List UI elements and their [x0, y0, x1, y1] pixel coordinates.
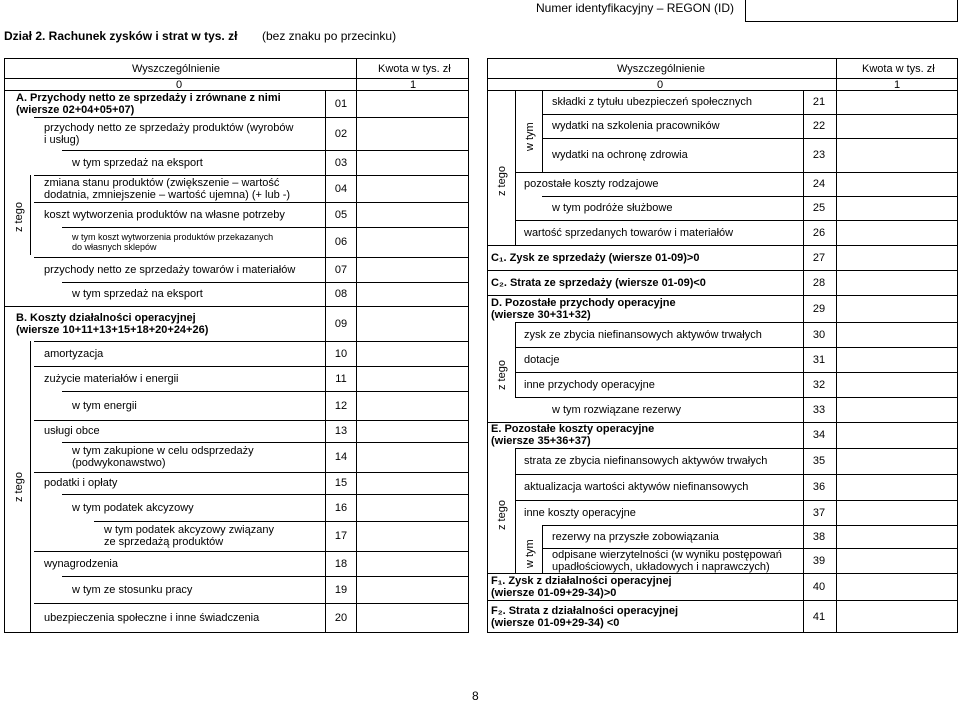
right-row-38-amount[interactable]	[836, 526, 956, 547]
left-row-08-amount[interactable]	[358, 283, 467, 305]
right-row-25-amount[interactable]	[836, 197, 956, 219]
left-row-20-line1: ubezpieczenia społeczne i inne świadczenia	[44, 612, 260, 624]
right-row-23-line1: wydatki na ochronę zdrowia	[552, 149, 688, 161]
right-row-37-amount[interactable]	[836, 501, 956, 524]
right-row-25-line1: w tym podróże służbowe	[552, 202, 673, 214]
right-row-28-amount[interactable]	[836, 271, 956, 294]
left-row-13-line1: usługi obce	[44, 425, 100, 437]
right-row-28-line1: C₂. Strata ze sprzedaży (wiersze 01-09)<0	[491, 277, 706, 289]
right-row-40-number: 40	[812, 581, 826, 593]
right-row-41-number: 41	[812, 611, 826, 623]
right-row-37-line1: inne koszty operacyjne	[524, 507, 636, 519]
right-row-33-number: 33	[812, 404, 826, 416]
right-row-37-number: 37	[812, 507, 826, 519]
left-row-02-line2: i usług)	[44, 134, 80, 146]
right-row-25-number: 25	[812, 202, 826, 214]
right-z-tego-c: z tego	[496, 500, 508, 530]
left-row-14-line1: w tym zakupione w celu odsprzedaży	[72, 445, 254, 457]
right-col-desc: Wyszczególnienie	[617, 63, 705, 75]
left-row-02-number: 02	[334, 128, 348, 140]
left-row-17-line2: ze sprzedażą produktów	[104, 536, 224, 548]
right-row-40-line1: F₁. Zysk z działalności operacyjnej	[491, 575, 672, 587]
left-col-desc: Wyszczególnienie	[132, 63, 220, 75]
left-col-idx0: 0	[176, 79, 183, 91]
regon-input-box[interactable]	[745, 0, 958, 22]
right-row-35-line1: strata ze zbycia niefinansowych aktywów trwałych	[524, 455, 768, 467]
left-row-06-label	[72, 232, 273, 252]
left-row-07-label	[44, 264, 295, 276]
right-row-32-amount[interactable]	[836, 373, 956, 396]
right-row-27-amount[interactable]	[836, 246, 956, 269]
left-row-13-label	[44, 425, 100, 437]
right-row-31-line1: dotacje	[524, 354, 560, 366]
right-row-24-amount[interactable]	[836, 173, 956, 195]
left-row-20-amount[interactable]	[358, 604, 467, 632]
right-row-34-amount[interactable]	[836, 423, 956, 447]
right-row-27-number: 27	[812, 252, 826, 264]
left-row-18-amount[interactable]	[358, 552, 467, 575]
left-row-03-number: 03	[334, 157, 348, 169]
left-row-11-line1: zużycie materiałów i energii	[44, 373, 179, 385]
left-row-04-amount[interactable]	[358, 176, 467, 201]
left-row-18-line1: wynagrodzenia	[44, 558, 118, 570]
left-row-05-line1: koszt wytworzenia produktów na własne potrzeby	[44, 209, 285, 221]
left-row-16-number: 16	[334, 502, 348, 514]
right-row-36-line1: aktualizacja wartości aktywów niefinansowych	[524, 481, 749, 493]
left-row-15-label	[44, 477, 117, 489]
right-w-tym-b: w tym	[524, 539, 536, 568]
right-row-22-line1: wydatki na szkolenia pracowników	[552, 120, 720, 132]
left-row-12-label	[72, 400, 137, 412]
left-row-03-label	[72, 157, 203, 169]
right-row-38-label	[552, 531, 719, 543]
left-row-16-line1: w tym podatek akcyzowy	[72, 502, 194, 514]
right-row-31-label	[524, 354, 559, 366]
left-row-10-amount[interactable]	[358, 342, 467, 365]
left-row-16-amount[interactable]	[358, 495, 467, 520]
left-row-03-line1: w tym sprzedaż na eksport	[72, 157, 203, 169]
left-row-19-line1: w tym ze stosunku pracy	[72, 584, 193, 596]
right-row-34-label	[491, 423, 654, 447]
right-row-23-amount[interactable]	[836, 139, 956, 171]
left-row-14-label	[72, 445, 254, 469]
right-row-39-number: 39	[812, 555, 826, 567]
left-row-20-label	[44, 612, 259, 624]
right-row-25-label	[552, 202, 672, 214]
right-row-31-number: 31	[812, 354, 826, 366]
left-row-13-number: 13	[334, 425, 348, 437]
left-row-08-number: 08	[334, 288, 348, 300]
left-row-04-number: 04	[334, 183, 348, 195]
right-row-32-number: 32	[812, 379, 826, 391]
left-row-17-amount[interactable]	[358, 522, 467, 550]
left-row-14-amount[interactable]	[358, 443, 467, 471]
right-row-29-line1: D. Pozostałe przychody operacyjne	[491, 297, 676, 309]
left-row-01-label	[16, 92, 281, 116]
right-row-27-label	[491, 252, 699, 264]
left-row-12-number: 12	[334, 400, 348, 412]
right-row-26-amount[interactable]	[836, 221, 956, 244]
right-row-34-line2: (wiersze 35+36+37)	[491, 435, 591, 447]
left-row-11-number: 11	[335, 373, 347, 385]
right-col-amount: Kwota w tys. zł	[862, 63, 935, 75]
left-row-17-number: 17	[334, 530, 348, 542]
left-row-15-line1: podatki i opłaty	[44, 477, 118, 489]
left-row-06-line1: w tym koszt wytworzenia produktów przekazanych	[72, 232, 274, 242]
left-row-11-amount[interactable]	[358, 367, 467, 390]
right-row-33-line1: w tym rozwiązane rezerwy	[552, 404, 681, 416]
left-row-15-number: 15	[334, 477, 348, 489]
right-row-36-amount[interactable]	[836, 475, 956, 499]
right-row-34-number: 34	[812, 429, 826, 441]
page-number: 8	[472, 689, 479, 703]
left-row-19-label	[72, 584, 192, 596]
left-row-04-line2: dodatnia, zmniejszenie – wartość ujemna) (+ lub -)	[44, 189, 291, 201]
left-row-05-amount[interactable]	[358, 203, 467, 226]
right-row-21-amount[interactable]	[836, 91, 956, 113]
right-z-tego-a: z tego	[496, 166, 508, 196]
right-row-21-label	[552, 96, 752, 108]
left-row-06-line2: do własnych sklepów	[72, 242, 157, 252]
right-row-28-number: 28	[812, 277, 826, 289]
right-col-idx1: 1	[894, 79, 901, 91]
left-row-15-amount[interactable]	[358, 473, 467, 493]
right-row-28-label	[491, 277, 706, 289]
right-row-40-line2: (wiersze 01-09+29-34)>0	[491, 587, 617, 599]
right-row-26-label	[524, 227, 733, 239]
left-row-03-amount[interactable]	[358, 151, 467, 174]
left-row-09-amount[interactable]	[358, 307, 467, 340]
left-row-09-line1: B. Koszty działalności operacyjnej	[16, 312, 196, 324]
section-title: Dział 2. Rachunek zysków i strat w tys. zł	[4, 29, 238, 43]
left-row-01-line1: A. Przychody netto ze sprzedaży i zrównane z nimi	[16, 92, 281, 104]
right-row-39-line2: upadłościowych, układowych i naprawczych)	[552, 561, 770, 573]
right-row-41-amount[interactable]	[836, 601, 956, 632]
right-row-24-line1: pozostałe koszty rodzajowe	[524, 178, 659, 190]
left-col-idx1: 1	[410, 79, 417, 91]
right-w-tym-a: w tym	[524, 122, 536, 151]
right-row-29-line2: (wiersze 30+31+32)	[491, 309, 591, 321]
right-row-29-amount[interactable]	[836, 296, 956, 321]
right-row-30-line1: zysk ze zbycia niefinansowych aktywów trwałych	[524, 329, 762, 341]
left-row-12-line1: w tym energii	[72, 400, 137, 412]
left-row-19-amount[interactable]	[358, 577, 467, 602]
left-row-05-label	[44, 209, 285, 221]
right-row-40-amount[interactable]	[836, 574, 956, 599]
right-row-23-label	[552, 149, 688, 161]
right-row-31-amount[interactable]	[836, 348, 956, 371]
right-row-24-number: 24	[812, 178, 826, 190]
left-row-07-number: 07	[334, 264, 348, 276]
left-row-09-label	[16, 312, 208, 336]
right-row-29-label	[491, 297, 676, 321]
left-row-08-line1: w tym sprzedaż na eksport	[72, 288, 203, 300]
left-row-10-line1: amortyzacja	[44, 348, 104, 360]
right-row-30-label	[524, 329, 762, 341]
right-row-41-label	[491, 605, 678, 629]
left-row-09-line2: (wiersze 10+11+13+15+18+20+24+26)	[16, 324, 209, 336]
right-row-39-line1: odpisane wierzytelności (w wyniku postępowań	[552, 549, 782, 561]
left-row-08-label	[72, 288, 203, 300]
right-row-33-label	[552, 404, 681, 416]
right-row-32-line1: inne przychody operacyjne	[524, 379, 655, 391]
left-z-tego-a: z tego	[13, 202, 25, 232]
right-row-39-amount[interactable]	[836, 549, 956, 572]
left-row-02-line1: przychody netto ze sprzedaży produktów (wyrobów	[44, 122, 294, 134]
right-row-21-number: 21	[812, 96, 826, 108]
left-row-10-label	[44, 348, 103, 360]
right-row-39-label	[552, 549, 782, 573]
right-row-30-amount[interactable]	[836, 323, 956, 346]
left-row-01-line2: (wiersze 02+04+05+07)	[16, 104, 135, 116]
left-row-14-line2: (podwykonawstwo)	[72, 457, 166, 469]
right-row-29-number: 29	[812, 303, 826, 315]
regon-label: Numer identyfikacyjny – REGON (ID)	[536, 1, 735, 15]
right-row-37-label	[524, 507, 636, 519]
right-row-34-line1: E. Pozostałe koszty operacyjne	[491, 423, 655, 435]
left-row-01-amount[interactable]	[358, 91, 467, 116]
right-row-22-amount[interactable]	[836, 115, 956, 137]
right-row-24-label	[524, 178, 659, 190]
right-row-22-label	[552, 120, 720, 132]
right-row-26-number: 26	[812, 227, 826, 239]
right-z-tego-b: z tego	[496, 360, 508, 390]
right-row-41-line1: F₂. Strata z działalności operacyjnej	[491, 605, 679, 617]
left-row-19-number: 19	[334, 584, 348, 596]
right-row-36-label	[524, 481, 748, 493]
left-row-06-amount[interactable]	[358, 228, 467, 256]
right-row-32-label	[524, 379, 655, 391]
left-row-04-label	[44, 177, 290, 201]
left-row-10-number: 10	[334, 348, 348, 360]
right-row-33-amount[interactable]	[836, 398, 956, 421]
left-row-04-line1: zmiana stanu produktów (zwiększenie – wartość	[44, 177, 280, 189]
right-row-41-line2: (wiersze 01-09+29-34) <0	[491, 617, 620, 629]
left-row-02-label	[44, 122, 293, 146]
left-row-17-line1: w tym podatek akcyzowy związany	[104, 524, 274, 536]
left-col-amount: Kwota w tys. zł	[378, 63, 451, 75]
right-row-30-number: 30	[812, 329, 826, 341]
left-row-05-number: 05	[334, 209, 348, 221]
left-row-20-number: 20	[334, 612, 348, 624]
left-row-06-number: 06	[334, 236, 348, 248]
section-note: (bez znaku po przecinku)	[262, 29, 397, 43]
right-row-21-line1: składki z tytułu ubezpieczeń społecznych	[552, 96, 752, 108]
left-row-17-label	[104, 524, 274, 548]
left-row-18-label	[44, 558, 118, 570]
right-col-idx0: 0	[657, 79, 664, 91]
right-row-35-amount[interactable]	[836, 449, 956, 473]
left-row-01-number: 01	[334, 98, 348, 110]
right-row-38-line1: rezerwy na przyszłe zobowiązania	[552, 531, 719, 543]
left-row-18-number: 18	[334, 558, 348, 570]
left-row-02-amount[interactable]	[358, 118, 467, 149]
left-row-16-label	[72, 502, 194, 514]
right-row-36-number: 36	[812, 481, 826, 493]
right-row-40-label	[491, 575, 672, 599]
left-row-07-line1: przychody netto ze sprzedaży towarów i materiałów	[44, 264, 296, 276]
left-row-09-number: 09	[334, 318, 348, 330]
right-row-35-number: 35	[812, 455, 826, 467]
left-row-13-amount[interactable]	[358, 421, 467, 441]
right-row-27-line1: C₁. Zysk ze sprzedaży (wiersze 01-09)>0	[491, 252, 700, 264]
right-row-38-number: 38	[812, 531, 826, 543]
left-row-11-label	[44, 373, 179, 385]
right-row-26-line1: wartość sprzedanych towarów i materiałów	[524, 227, 734, 239]
left-row-12-amount[interactable]	[358, 392, 467, 419]
right-row-23-number: 23	[812, 149, 826, 161]
left-row-07-amount[interactable]	[358, 258, 467, 281]
left-z-tego-b: z tego	[13, 472, 25, 502]
right-row-35-label	[524, 455, 767, 467]
right-row-22-number: 22	[812, 120, 826, 132]
left-row-14-number: 14	[334, 451, 348, 463]
